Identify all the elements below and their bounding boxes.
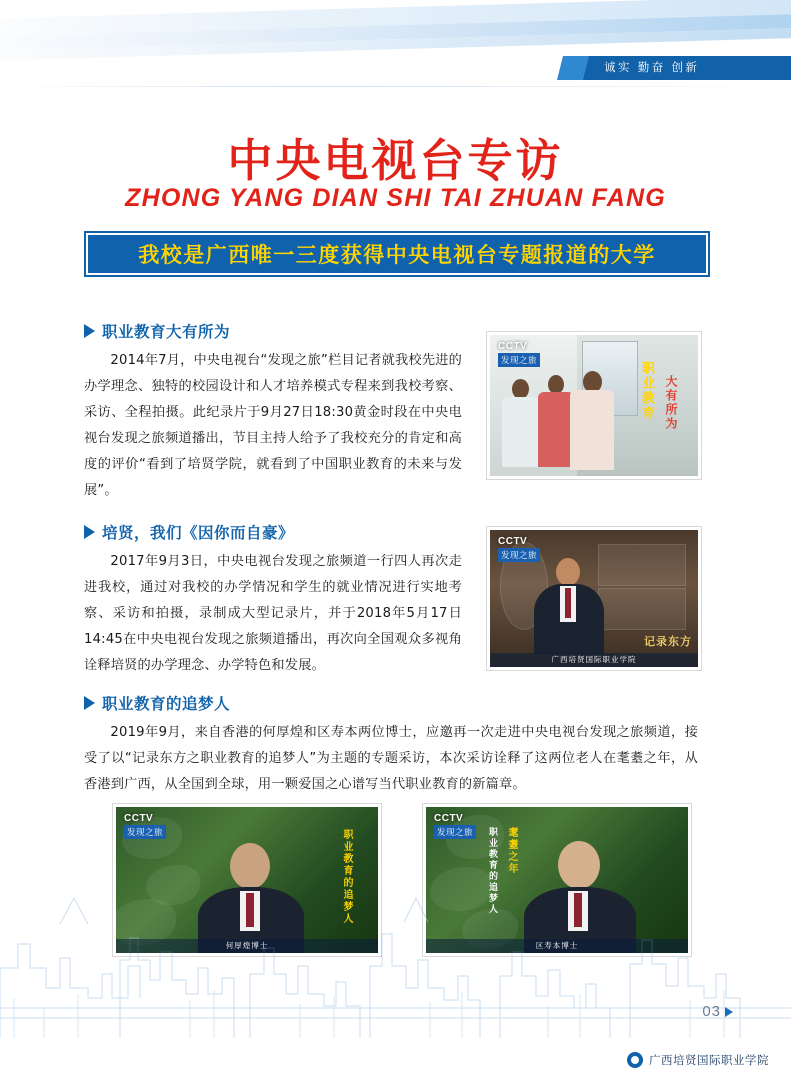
- cctv-channel-2: 发现之旅: [498, 548, 540, 562]
- banner-inner: [88, 235, 706, 273]
- img3-overlay-line1: 职业教育的追梦人: [341, 829, 352, 925]
- cctv-logo-2: CCTV: [498, 536, 528, 547]
- img4-overlay-line2: 职业教育的追梦人: [487, 827, 497, 915]
- cctv-channel-1: 发现之旅: [498, 353, 540, 367]
- img2-shelf-2: [598, 588, 686, 630]
- img1-person2-body: [538, 392, 574, 467]
- img2-overlay-line1: 记录东方: [644, 635, 692, 648]
- cctv-logo-4: CCTV: [434, 813, 464, 824]
- page-title-pinyin: ZHONG YANG DIAN SHI TAI ZHUAN FANG: [125, 184, 666, 212]
- img1-person3-body: [570, 390, 614, 470]
- cctv-channel-3: 发现之旅: [124, 825, 166, 839]
- section-heading-3: [84, 692, 230, 714]
- cctv-logo-3: CCTV: [124, 813, 154, 824]
- section-body-1: 2014年7月，中央电视台“发现之旅”栏目记者就我校先进的办学理念、独特的校园设计和人才培养模式专程来到我校考察、采访、全程拍摄。此纪录片于9月27日18:30黄金时段在中央电视台发现之旅频道播出，节目主持人给予了我校充分的肯定和高度的评价“看到了培贤学院，就看到了中国职业教育的未来与发展”。: [84, 353, 462, 498]
- img4-caption: 区寿本博士: [426, 939, 688, 953]
- top-decorative-band: [0, 0, 791, 96]
- img1-person1-head: [512, 379, 529, 399]
- img2-shelf-1: [598, 544, 686, 586]
- header-motto: 诚实 勤奋 创新: [604, 62, 700, 74]
- page-arrow-icon: [725, 1007, 733, 1017]
- section-body-2: 2017年9月3日，中央电视台发现之旅频道一行四人再次走进我校，通过对我校的办学情况和学生的就业情况进行实地考察、采访和拍摄，录制成大型记录片，并于2018年5月17日14:45在中央电视台发现之旅频道播出，再次向全国观众多视角诠释培贤的办学理念、办学特色和发展。: [84, 554, 462, 673]
- page-title: 中央电视台专访: [227, 134, 564, 187]
- section-title-2: 培贤，我们《因你而自豪》: [102, 524, 295, 542]
- img2-host-head: [556, 558, 580, 586]
- section-heading-2: [84, 521, 294, 543]
- section-title-1: 职业教育大有所为: [102, 323, 231, 341]
- cctv-logo-1: CCTV: [498, 341, 528, 352]
- triangle-bullet-icon: [84, 696, 95, 710]
- page-footer: [0, 1042, 791, 1080]
- triangle-bullet-icon: [84, 525, 95, 539]
- section-body-3: 2019年9月，来自香港的何厚煌和区寿本两位博士，应邀再一次走进中央电视台发现之旅频道，接受了以“记录东方之职业教育的追梦人”为主题的专题采访，本次采访诠释了这两位老人在耄耋之年，从香港到广西，从全国到全球，用一颗爱国之心谱写当代职业教育的新篇章。: [84, 725, 698, 792]
- image-cctv-interview-campus: [487, 332, 701, 479]
- cctv-channel-4: 发现之旅: [434, 825, 476, 839]
- img4-overlay-line1: 耄耋之年: [506, 827, 517, 875]
- section-title-3: 职业教育的追梦人: [102, 695, 231, 713]
- page-number: [702, 1003, 733, 1020]
- institution-logo: [627, 1052, 769, 1068]
- img2-caption: 广西培贤国际职业学院: [490, 653, 698, 667]
- img3-caption: 何厚煌博士: [116, 939, 378, 953]
- highlight-banner: [84, 231, 710, 277]
- img1-overlay-line2: 大有所为: [664, 375, 678, 431]
- img2-host-tie: [565, 588, 571, 618]
- school-emblem-icon: [627, 1052, 643, 1068]
- img1-person1-body: [502, 397, 540, 467]
- triangle-bullet-icon: [84, 324, 95, 338]
- img1-overlay-line1: 职业教育: [639, 361, 654, 421]
- section-heading-1: [84, 320, 230, 342]
- institution-name: 广西培贤国际职业学院: [649, 1053, 769, 1067]
- banner-text: 我校是广西唯一三度获得中央电视台专题报道的大学: [138, 243, 656, 267]
- header-divider: [0, 86, 791, 87]
- page-number-value: 03: [702, 1003, 721, 1020]
- image-cctv-host-studio: [487, 527, 701, 670]
